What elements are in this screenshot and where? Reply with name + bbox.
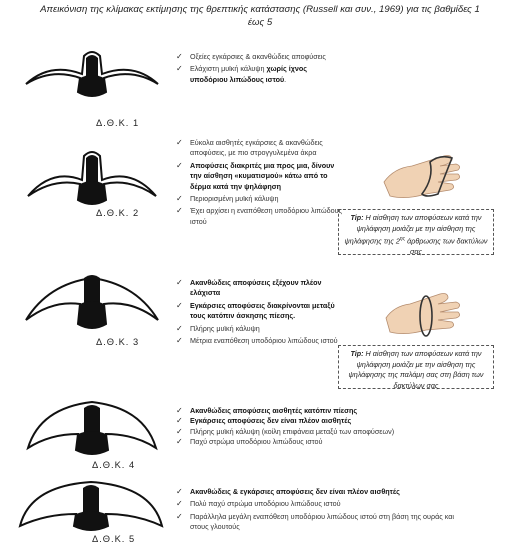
list-item: ✓ Εγκάρσιες αποφύσεις δεν είναι πλέον αισθητές: [176, 416, 486, 426]
list-item: ✓ Ακανθώδεις αποφύσεις αισθητές κατόπιν πίεσης: [176, 406, 486, 416]
list-item: ✓ Ελάχιστη μυϊκή κάλυψη χωρίς ίχνος υποδόριου λιπώδους ιστού.: [176, 64, 341, 85]
list-item: ✓ Εγκάρσιες αποφύσεις διακρίνονται μεταξύ τους κατόπιν άσκησης πίεσης.: [176, 301, 343, 322]
list-item: ✓ Αποφύσεις διακριτές μια προς μια, δίνουν την αίσθηση «κυματισμού» κάτω από το δέρμα κατά την ψηλάφηση: [176, 161, 343, 192]
list-item: ✓ Πολύ παχύ στρώμα υποδόριου λιπώδους ιστού: [176, 499, 456, 509]
level-1-label: Δ.Θ.Κ. 1: [96, 118, 140, 128]
spine-cross-section-level-2-icon: [22, 146, 162, 216]
level-3-label: Δ.Θ.Κ. 3: [96, 337, 140, 347]
spine-cross-section-level-3-icon: [22, 264, 162, 338]
list-item: ✓ Ακανθώδεις & εγκάρσιες αποφύσεις δεν είναι πλέον αισθητές: [176, 487, 456, 497]
tip-box-level-2: Tip: Η αίσθηση των αποφύσεων κατά την ψηλάφηση μοιάζει με την αίσθηση της ψηλάφησης της $2^{\eta\varsigma}$ άρθρωσης των δακτύλων σας: [338, 209, 494, 255]
list-item: ✓ Πλήρης μυϊκή κάλυψη (κοίλη επιφάνεια μεταξύ των αποφύσεων): [176, 427, 486, 437]
tip-box-level-3: Tip: Η αίσθηση των αποφύσεων κατά την ψηλάφηση μοιάζει με την αίσθηση της ψηλάφησης της παλάμη σας στη βάση των δακτύλων σας: [338, 345, 494, 389]
level-4-list: [176, 406, 486, 448]
list-item: ✓ Παχύ στρώμα υποδόριου λιπώδους ιστού: [176, 437, 486, 447]
list-item: ✓ Ακανθώδεις αποφύσεις εξέχουν πλέον ελάχιστα: [176, 278, 343, 299]
list-item: ✓ Παράλληλα μεγάλη εναπόθεση υποδόριου λιπώδους ιστού στη βάση της ουράς και στους γλουτούς: [176, 512, 456, 533]
level-2-label: Δ.Θ.Κ. 2: [96, 208, 140, 218]
spine-cross-section-level-5-icon: [16, 478, 166, 538]
level-4-label: Δ.Θ.Κ. 4: [92, 460, 136, 470]
hand-knuckles-icon: [382, 148, 464, 206]
level-5-list: [176, 487, 456, 535]
list-item: ✓ Έχει αρχίσει η εναπόθεση υποδόριου λιπώδους ιστού: [176, 206, 343, 227]
spine-cross-section-level-4-icon: [22, 394, 162, 464]
page-title: Απεικόνιση της κλίμακας εκτίμησης της θρεπτικής κατάστασης (Russell και συν., 1969) για τις βαθμίδες 1 έως 5: [40, 4, 480, 28]
list-item: ✓ Μέτρια εναπόθεση υποδόριου λιπώδους ιστού: [176, 336, 343, 346]
level-5-label: Δ.Θ.Κ. 5: [92, 534, 136, 544]
level-1-list: [176, 52, 341, 87]
spine-cross-section-level-1-icon: [22, 44, 162, 104]
hand-palm-icon: [384, 282, 466, 340]
list-item: ✓ Πλήρης μυϊκή κάλυψη: [176, 324, 343, 334]
level-2-list: [176, 138, 343, 229]
list-item: ✓ Περιορισμένη μυϊκή κάλυψη: [176, 194, 343, 204]
list-item: ✓ Οξείες εγκάρσιες & ακανθώδεις αποφύσεις: [176, 52, 341, 62]
list-item: ✓ Εύκολα αισθητές εγκάρσιες & ακανθώδεις αποφύσεις, με πιο στρογγυλεμένα άκρα: [176, 138, 343, 159]
level-3-list: [176, 278, 343, 348]
